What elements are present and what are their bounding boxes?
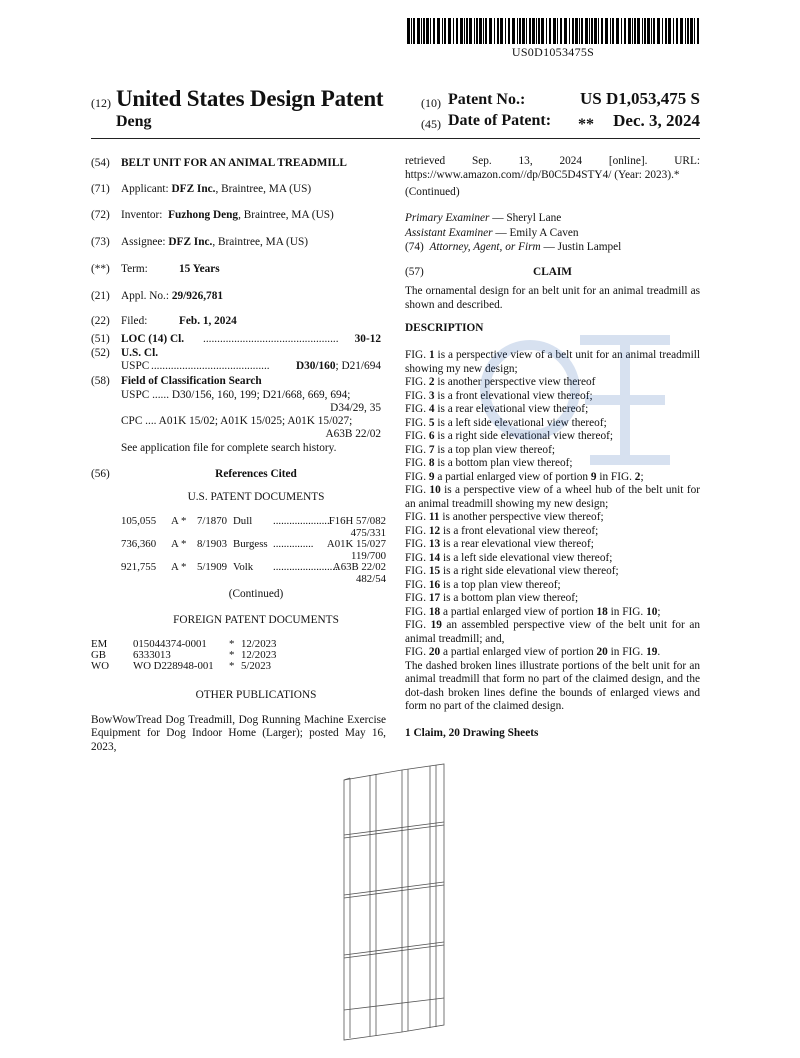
inid-code-71: (71) [91, 183, 110, 195]
uspc-secondary: ; D21/694 [335, 360, 381, 372]
description-line: FIG. 4 is a rear elevational view thereof; [405, 403, 589, 415]
reference-classification-secondary: 119/700 [351, 550, 386, 562]
description-line: FIG. 17 is a bottom plan view thereof; [405, 592, 579, 604]
barcode [407, 18, 699, 44]
attorney-name: — Justin Lampel [540, 241, 622, 253]
search-history-note: See application file for complete search history. [121, 442, 337, 454]
reference-star: * [181, 561, 187, 573]
foreign-number: WO D228948-001 [133, 660, 214, 672]
inid-code-52: (52) [91, 347, 110, 359]
claim-heading-row [405, 266, 700, 280]
reference-classification: A01K 15/027 [326, 538, 386, 550]
inid-code-51: (51) [91, 333, 110, 345]
loc-value: 30-12 [354, 333, 381, 345]
description-line: FIG. 10 is a perspective view of a wheel hub of the belt unit for an animal treadmill showing my new design; [405, 484, 700, 510]
description-line: FIG. 11 is another perspective view thereof; [405, 511, 604, 523]
foreign-country: GB [91, 649, 106, 661]
applicant-name: DFZ Inc. [171, 183, 216, 195]
header-rule [91, 138, 700, 139]
claim-text: The ornamental design for an belt unit for an animal treadmill as shown and described. [405, 285, 700, 311]
inventor-name: Fuzhong Deng [168, 209, 239, 221]
other-publication-text: BowWowTread Dog Treadmill, Dog Running Machine Exercise Equipment for Dog Indoor Home (Larger); posted May 16, 2023, [91, 714, 386, 753]
assistant-examiner-label: Assistant Examiner [405, 227, 493, 239]
foreign-star: * [229, 649, 235, 661]
reference-classification-secondary: 482/54 [356, 573, 386, 585]
field-cpc-1: CPC .... A01K 15/02; A01K 15/025; A01K 15/027; [121, 415, 353, 427]
reference-number: 736,360 [121, 538, 157, 550]
appl-no-label: Appl. No.: [121, 290, 170, 302]
inid-code-54: (54) [91, 157, 110, 169]
uspc-primary: D30/160 [295, 360, 336, 372]
publication-continuation: retrieved Sep. 13, 2024 [online]. URL: https://www.amazon.com//dp/B0C5D4STY4/ (Year: 2023).* [405, 155, 700, 181]
reference-number: 105,055 [121, 515, 157, 527]
inid-code-72: (72) [91, 209, 110, 221]
attorney-row [405, 241, 700, 255]
reference-kind: A [171, 515, 179, 527]
description-line: FIG. 14 is a left side elevational view thereof; [405, 551, 613, 564]
description-line: FIG. 9 a partial enlarged view of portion 9 in FIG. 2; [405, 470, 644, 483]
reference-star: * [181, 515, 187, 527]
reference-classification-secondary: 475/331 [350, 527, 386, 539]
term-label: Term: [121, 263, 148, 275]
description-line: FIG. 8 is a bottom plan view thereof; [405, 457, 573, 469]
description-line: FIG. 1 is a perspective view of a belt unit for an animal treadmill showing my new design; [405, 349, 700, 375]
us-patent-docs-label: U.S. PATENT DOCUMENTS [187, 491, 325, 503]
inid-code-22: (22) [91, 315, 110, 327]
inid-code-58: (58) [91, 375, 110, 387]
belt-unit-drawing-icon [340, 760, 450, 1045]
reference-kind: A [171, 538, 179, 550]
claims-summary: 1 Claim, 20 Drawing Sheets [405, 727, 539, 739]
reference-classification: F16H 57/082 [328, 515, 386, 527]
description-line: FIG. 6 is a right side elevational view thereof; [405, 430, 614, 442]
assignee-label: Assignee: [121, 236, 166, 248]
description-line: FIG. 5 is a left side elevational view thereof; [405, 416, 607, 429]
reference-date: 7/1870 [197, 515, 227, 527]
description-line: FIG. 13 is a rear elevational view thereof; [405, 538, 594, 550]
reference-star: * [181, 538, 187, 550]
reference-kind: A [171, 561, 179, 573]
applicant-location: , Braintree, MA (US) [215, 183, 312, 195]
patent-type-title: United States Design Patent [116, 86, 384, 111]
reference-date: 8/1903 [197, 538, 227, 550]
description-line: FIG. 12 is a front elevational view thereof; [405, 524, 599, 537]
reference-name: Dull [233, 515, 253, 527]
primary-examiner [405, 212, 700, 226]
watermark-logo [470, 300, 700, 500]
applicant-label: Applicant: [121, 183, 169, 195]
assignee-name: DFZ Inc. [168, 236, 213, 248]
foreign-date: 5/2023 [241, 660, 271, 672]
filed-value: Feb. 1, 2024 [179, 315, 237, 327]
inventor-location: , Braintree, MA (US) [238, 209, 334, 221]
us-refs-continued: (Continued) [228, 588, 284, 600]
inid-code-10: (10) [421, 96, 441, 110]
inid-code-12: (12) [91, 96, 111, 110]
inid-code-term: (**) [91, 263, 110, 275]
description-line: FIG. 2 is another perspective view thereof [405, 376, 596, 388]
inid-code-56: (56) [91, 468, 110, 480]
inid-code-21: (21) [91, 290, 110, 302]
description-line: FIG. 19 an assembled perspective view of the belt unit for an animal treadmill; and, [405, 619, 700, 645]
term-value: 15 Years [179, 263, 220, 275]
uspc-dots: .......................................... [151, 360, 270, 372]
reference-dots: ...................... [273, 515, 333, 527]
inid-code-73: (73) [91, 236, 110, 248]
inid-code-45: (45) [421, 117, 441, 131]
assignee-location: , Braintree, MA (US) [212, 236, 309, 248]
inid-code-57: (57) [405, 266, 424, 278]
other-publications-label: OTHER PUBLICATIONS [195, 689, 317, 701]
field-uspc-1: USPC ...... D30/156, 160, 199; D21/668, 669, 694; [121, 389, 351, 401]
date-of-patent-label: Date of Patent: [448, 112, 552, 129]
inid-code-74: (74) [405, 241, 424, 253]
patent-number-label: Patent No.: [448, 91, 526, 108]
reference-name: Burgess [233, 538, 268, 550]
field-cpc-2: A63B 22/02 [325, 428, 381, 440]
foreign-number: 015044374-0001 [133, 638, 207, 650]
foreign-number: 6333013 [133, 649, 171, 661]
patent-number: US D1,053,475 S [580, 89, 700, 108]
description-line: FIG. 16 is a top plan view thereof; [405, 578, 561, 591]
foreign-country: WO [91, 660, 109, 672]
description-line: The dashed broken lines illustrate portions of the belt unit for an animal treadmill that form no part of the claimed design, and the dot-dash broken lines define the bounds of enlarged views and form no part of the claimed design. [405, 659, 700, 712]
description-heading: DESCRIPTION [405, 322, 484, 334]
reference-dots: ............... [273, 538, 314, 550]
description-line: FIG. 15 is a right side elevational view thereof; [405, 565, 619, 577]
filed-label: Filed: [121, 315, 148, 327]
invention-title: BELT UNIT FOR AN ANIMAL TREADMILL [121, 157, 347, 169]
us-cl-label: U.S. Cl. [121, 347, 159, 359]
reference-number: 921,755 [121, 561, 157, 573]
inventor-label: Inventor: [121, 209, 163, 221]
assistant-examiner [405, 227, 700, 241]
barcode-number: US0D1053475S [511, 45, 595, 59]
uspc-label: USPC [121, 360, 150, 372]
foreign-star: * [229, 660, 235, 672]
publication-continued: (Continued) [405, 186, 460, 198]
claim-heading: CLAIM [533, 266, 572, 278]
appl-no-value: 29/926,781 [171, 290, 223, 302]
inventor-surname: Deng [116, 113, 152, 130]
primary-examiner-label: Primary Examiner [405, 212, 490, 224]
description-line: FIG. 7 is a top plan view thereof; [405, 443, 555, 456]
date-of-patent-mark: ** [578, 116, 594, 133]
field-uspc-2: D34/29, 35 [330, 402, 381, 414]
foreign-date: 12/2023 [241, 638, 277, 650]
field-search-label: Field of Classification Search [121, 375, 262, 387]
loc-dots: ................................................ [203, 333, 339, 345]
description-line: FIG. 20 a partial enlarged view of portion 20 in FIG. 19. [405, 646, 661, 658]
references-cited-label: References Cited [215, 468, 297, 480]
foreign-patent-docs-label: FOREIGN PATENT DOCUMENTS [173, 614, 339, 626]
foreign-country: EM [91, 638, 108, 650]
reference-classification: A63B 22/02 [332, 561, 386, 573]
assistant-examiner-name: — Emily A Caven [492, 227, 579, 239]
reference-name: Volk [233, 561, 254, 573]
reference-dots: ........................ [273, 561, 338, 573]
attorney-label: Attorney, Agent, or Firm [429, 241, 541, 253]
description-line: FIG. 3 is a front elevational view thereof; [405, 389, 593, 402]
foreign-star: * [229, 638, 235, 650]
description-line: FIG. 18 a partial enlarged view of portion 18 in FIG. 10; [405, 605, 661, 618]
primary-examiner-name: — Sheryl Lane [489, 212, 562, 224]
loc-label: LOC (14) Cl. [121, 333, 185, 345]
date-of-patent: Dec. 3, 2024 [613, 111, 700, 130]
foreign-date: 12/2023 [241, 649, 277, 661]
reference-date: 5/1909 [197, 561, 227, 573]
